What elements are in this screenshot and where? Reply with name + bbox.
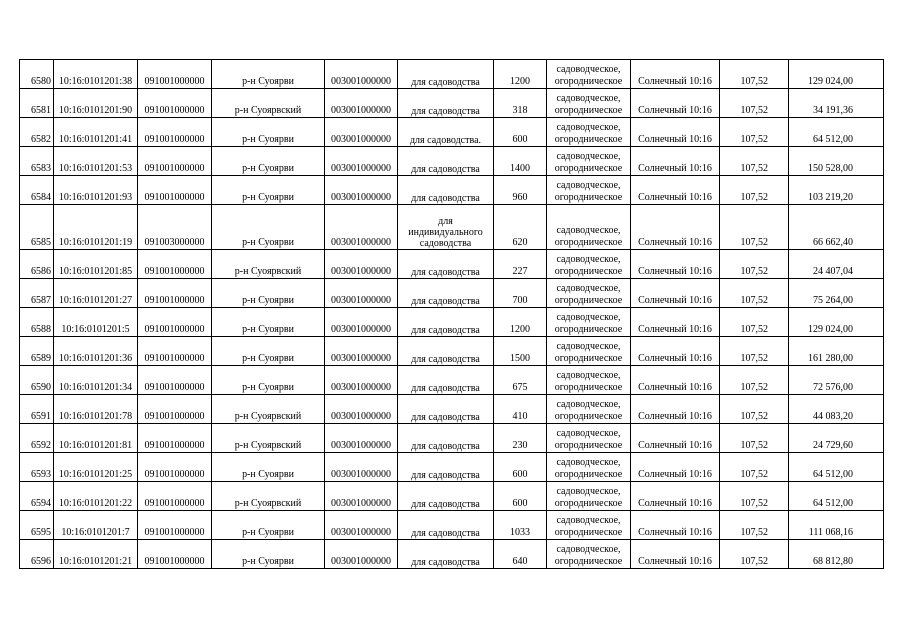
permitted-use-cell xyxy=(398,511,494,540)
land-category-cell xyxy=(547,482,631,511)
table-row xyxy=(20,308,884,337)
land-category-cell xyxy=(547,205,631,250)
cadastral-value-cell: 75 264,00 xyxy=(789,279,884,308)
cadastral-number-cell: 10:16:0101201:21 xyxy=(54,540,138,569)
registry-table-body xyxy=(20,60,884,569)
category-code-cell: 003001000000 xyxy=(325,511,398,540)
specific-value-cell: 107,52 xyxy=(720,395,789,424)
area-cell: 230 xyxy=(494,424,547,453)
location-cell: Солнечный 10:16 xyxy=(631,482,720,511)
location-cell: Солнечный 10:16 xyxy=(631,205,720,250)
cadastral-number-cell: 10:16:0101201:22 xyxy=(54,482,138,511)
table-row xyxy=(20,424,884,453)
specific-value-cell: 107,52 xyxy=(720,366,789,395)
location-cell: Солнечный 10:16 xyxy=(631,279,720,308)
land-category-cell-line: садоводческое, xyxy=(556,457,621,468)
land-category-cell-line: садоводческое, xyxy=(556,283,621,294)
specific-value-cell: 107,52 xyxy=(720,60,789,89)
okato-code-cell: 091001000000 xyxy=(138,118,212,147)
cadastral-number-cell: 10:16:0101201:81 xyxy=(54,424,138,453)
land-category-cell-line: огородническое xyxy=(554,469,623,480)
specific-value-cell: 107,52 xyxy=(720,540,789,569)
cadastral-number-cell: 10:16:0101201:93 xyxy=(54,176,138,205)
permitted-use-cell-line: садоводства xyxy=(419,238,472,249)
location-cell: Солнечный 10:16 xyxy=(631,395,720,424)
area-cell: 1033 xyxy=(494,511,547,540)
permitted-use-cell-line: для садоводства. xyxy=(409,135,482,146)
cadastral-value-cell: 103 219,20 xyxy=(789,176,884,205)
permitted-use-cell xyxy=(398,308,494,337)
land-category-cell-line: огородническое xyxy=(554,440,623,451)
area-cell: 620 xyxy=(494,205,547,250)
table-row xyxy=(20,540,884,569)
district-cell: р-н Суоярви xyxy=(212,205,325,250)
area-cell: 600 xyxy=(494,118,547,147)
land-category-cell-line: садоводческое, xyxy=(556,151,621,162)
cadastral-value-cell: 129 024,00 xyxy=(789,60,884,89)
area-cell: 1500 xyxy=(494,337,547,366)
location-cell: Солнечный 10:16 xyxy=(631,308,720,337)
category-code-cell: 003001000000 xyxy=(325,89,398,118)
permitted-use-cell-line: индивидуального xyxy=(408,227,483,238)
land-category-cell xyxy=(547,337,631,366)
cadastral-value-cell: 129 024,00 xyxy=(789,308,884,337)
row-number-cell: 6588 xyxy=(20,308,54,337)
land-category-cell-line: садоводческое, xyxy=(556,225,621,236)
permitted-use-cell-line: для садоводства xyxy=(411,441,480,452)
cadastral-number-cell: 10:16:0101201:27 xyxy=(54,279,138,308)
location-cell: Солнечный 10:16 xyxy=(631,453,720,482)
okato-code-cell: 091003000000 xyxy=(138,205,212,250)
okato-code-cell: 091001000000 xyxy=(138,250,212,279)
land-category-cell-line: садоводческое, xyxy=(556,312,621,323)
permitted-use-cell-line: для садоводства xyxy=(411,193,480,204)
land-category-cell-line: садоводческое, xyxy=(556,486,621,497)
area-cell: 600 xyxy=(494,482,547,511)
cadastral-number-cell: 10:16:0101201:38 xyxy=(54,60,138,89)
permitted-use-cell xyxy=(398,395,494,424)
land-category-cell xyxy=(547,540,631,569)
district-cell: р-н Суоярви xyxy=(212,511,325,540)
category-code-cell: 003001000000 xyxy=(325,424,398,453)
permitted-use-cell xyxy=(398,60,494,89)
cadastral-number-cell: 10:16:0101201:25 xyxy=(54,453,138,482)
permitted-use-cell-line: для садоводства xyxy=(411,77,480,88)
specific-value-cell: 107,52 xyxy=(720,176,789,205)
permitted-use-cell xyxy=(398,250,494,279)
okato-code-cell: 091001000000 xyxy=(138,540,212,569)
category-code-cell: 003001000000 xyxy=(325,366,398,395)
area-cell: 640 xyxy=(494,540,547,569)
land-category-cell xyxy=(547,424,631,453)
area-cell: 700 xyxy=(494,279,547,308)
table-row xyxy=(20,279,884,308)
land-category-cell-line: огородническое xyxy=(554,527,623,538)
permitted-use-cell-line: для садоводства xyxy=(411,325,480,336)
row-number-cell: 6595 xyxy=(20,511,54,540)
permitted-use-cell-line: для садоводства xyxy=(411,164,480,175)
row-number-cell: 6584 xyxy=(20,176,54,205)
table-row xyxy=(20,176,884,205)
cadastral-value-cell: 64 512,00 xyxy=(789,482,884,511)
specific-value-cell: 107,52 xyxy=(720,308,789,337)
land-category-cell-line: садоводческое, xyxy=(556,93,621,104)
land-category-cell-line: садоводческое, xyxy=(556,370,621,381)
cadastral-value-cell: 68 812,80 xyxy=(789,540,884,569)
land-category-cell xyxy=(547,395,631,424)
permitted-use-cell xyxy=(398,118,494,147)
cadastral-value-cell: 64 512,00 xyxy=(789,453,884,482)
okato-code-cell: 091001000000 xyxy=(138,395,212,424)
specific-value-cell: 107,52 xyxy=(720,337,789,366)
land-category-cell-line: огородническое xyxy=(554,134,623,145)
specific-value-cell: 107,52 xyxy=(720,511,789,540)
cadastral-number-cell: 10:16:0101201:36 xyxy=(54,337,138,366)
land-category-cell xyxy=(547,147,631,176)
specific-value-cell: 107,52 xyxy=(720,453,789,482)
land-category-cell-line: огородническое xyxy=(554,324,623,335)
row-number-cell: 6596 xyxy=(20,540,54,569)
district-cell: р-н Суоярви xyxy=(212,308,325,337)
cadastral-value-cell: 111 068,16 xyxy=(789,511,884,540)
permitted-use-cell xyxy=(398,453,494,482)
land-category-cell-line: огородническое xyxy=(554,382,623,393)
area-cell: 318 xyxy=(494,89,547,118)
permitted-use-cell-line: для садоводства xyxy=(411,557,480,568)
permitted-use-cell xyxy=(398,540,494,569)
permitted-use-cell-line: для садоводства xyxy=(411,412,480,423)
cadastral-value-cell: 24 729,60 xyxy=(789,424,884,453)
okato-code-cell: 091001000000 xyxy=(138,366,212,395)
district-cell: р-н Суоярвский xyxy=(212,89,325,118)
land-category-cell-line: садоводческое, xyxy=(556,254,621,265)
cadastral-number-cell: 10:16:0101201:78 xyxy=(54,395,138,424)
table-row xyxy=(20,366,884,395)
row-number-cell: 6580 xyxy=(20,60,54,89)
cadastral-value-cell: 64 512,00 xyxy=(789,118,884,147)
land-category-cell xyxy=(547,176,631,205)
category-code-cell: 003001000000 xyxy=(325,482,398,511)
okato-code-cell: 091001000000 xyxy=(138,482,212,511)
specific-value-cell: 107,52 xyxy=(720,482,789,511)
district-cell: р-н Суоярви xyxy=(212,118,325,147)
cadastral-value-cell: 34 191,36 xyxy=(789,89,884,118)
okato-code-cell: 091001000000 xyxy=(138,147,212,176)
land-category-cell xyxy=(547,366,631,395)
permitted-use-cell-line: для садоводства xyxy=(411,106,480,117)
category-code-cell: 003001000000 xyxy=(325,453,398,482)
okato-code-cell: 091001000000 xyxy=(138,89,212,118)
area-cell: 410 xyxy=(494,395,547,424)
specific-value-cell: 107,52 xyxy=(720,424,789,453)
row-number-cell: 6589 xyxy=(20,337,54,366)
okato-code-cell: 091001000000 xyxy=(138,279,212,308)
cadastral-number-cell: 10:16:0101201:7 xyxy=(54,511,138,540)
location-cell: Солнечный 10:16 xyxy=(631,60,720,89)
table-row xyxy=(20,395,884,424)
row-number-cell: 6582 xyxy=(20,118,54,147)
table-row xyxy=(20,482,884,511)
cadastral-number-cell: 10:16:0101201:85 xyxy=(54,250,138,279)
land-category-cell-line: садоводческое, xyxy=(556,515,621,526)
permitted-use-cell-line: для садоводства xyxy=(411,499,480,510)
specific-value-cell: 107,52 xyxy=(720,279,789,308)
row-number-cell: 6583 xyxy=(20,147,54,176)
specific-value-cell: 107,52 xyxy=(720,205,789,250)
district-cell: р-н Суоярви xyxy=(212,540,325,569)
area-cell: 1200 xyxy=(494,60,547,89)
cadastral-number-cell: 10:16:0101201:53 xyxy=(54,147,138,176)
permitted-use-cell xyxy=(398,176,494,205)
district-cell: р-н Суоярвский xyxy=(212,395,325,424)
location-cell: Солнечный 10:16 xyxy=(631,366,720,395)
land-category-cell-line: огородническое xyxy=(554,498,623,509)
area-cell: 960 xyxy=(494,176,547,205)
land-category-cell-line: садоводческое, xyxy=(556,399,621,410)
cadastral-value-cell: 161 280,00 xyxy=(789,337,884,366)
permitted-use-cell xyxy=(398,89,494,118)
land-category-cell-line: огородническое xyxy=(554,266,623,277)
location-cell: Солнечный 10:16 xyxy=(631,511,720,540)
permitted-use-cell-line: для садоводства xyxy=(411,528,480,539)
okato-code-cell: 091001000000 xyxy=(138,60,212,89)
permitted-use-cell-line: для садоводства xyxy=(411,383,480,394)
land-plot-registry-table xyxy=(19,59,884,569)
category-code-cell: 003001000000 xyxy=(325,176,398,205)
district-cell: р-н Суоярвский xyxy=(212,424,325,453)
table-row xyxy=(20,147,884,176)
row-number-cell: 6591 xyxy=(20,395,54,424)
category-code-cell: 003001000000 xyxy=(325,205,398,250)
category-code-cell: 003001000000 xyxy=(325,337,398,366)
cadastral-number-cell: 10:16:0101201:41 xyxy=(54,118,138,147)
row-number-cell: 6593 xyxy=(20,453,54,482)
district-cell: р-н Суоярви xyxy=(212,279,325,308)
land-category-cell-line: огородническое xyxy=(554,163,623,174)
row-number-cell: 6586 xyxy=(20,250,54,279)
table-row xyxy=(20,118,884,147)
permitted-use-cell-line: для садоводства xyxy=(411,296,480,307)
district-cell: р-н Суоярви xyxy=(212,453,325,482)
land-category-cell xyxy=(547,511,631,540)
permitted-use-cell xyxy=(398,337,494,366)
permitted-use-cell xyxy=(398,366,494,395)
land-category-cell-line: садоводческое, xyxy=(556,122,621,133)
location-cell: Солнечный 10:16 xyxy=(631,540,720,569)
okato-code-cell: 091001000000 xyxy=(138,308,212,337)
cadastral-number-cell: 10:16:0101201:34 xyxy=(54,366,138,395)
land-category-cell xyxy=(547,308,631,337)
category-code-cell: 003001000000 xyxy=(325,60,398,89)
cadastral-value-cell: 72 576,00 xyxy=(789,366,884,395)
category-code-cell: 003001000000 xyxy=(325,540,398,569)
location-cell: Солнечный 10:16 xyxy=(631,118,720,147)
table-row xyxy=(20,205,884,250)
permitted-use-cell xyxy=(398,424,494,453)
area-cell: 1400 xyxy=(494,147,547,176)
okato-code-cell: 091001000000 xyxy=(138,176,212,205)
district-cell: р-н Суоярвский xyxy=(212,250,325,279)
permitted-use-cell xyxy=(398,482,494,511)
land-category-cell-line: садоводческое, xyxy=(556,180,621,191)
land-category-cell-line: садоводческое, xyxy=(556,428,621,439)
land-category-cell-line: огородническое xyxy=(554,76,623,87)
location-cell: Солнечный 10:16 xyxy=(631,147,720,176)
location-cell: Солнечный 10:16 xyxy=(631,176,720,205)
category-code-cell: 003001000000 xyxy=(325,279,398,308)
land-category-cell xyxy=(547,89,631,118)
permitted-use-cell xyxy=(398,279,494,308)
area-cell: 1200 xyxy=(494,308,547,337)
land-category-cell-line: огородническое xyxy=(554,411,623,422)
specific-value-cell: 107,52 xyxy=(720,147,789,176)
cadastral-value-cell: 150 528,00 xyxy=(789,147,884,176)
district-cell: р-н Суоярви xyxy=(212,147,325,176)
okato-code-cell: 091001000000 xyxy=(138,337,212,366)
permitted-use-cell-line: для садоводства xyxy=(411,267,480,278)
table-row xyxy=(20,511,884,540)
cadastral-number-cell: 10:16:0101201:5 xyxy=(54,308,138,337)
land-category-cell-line: садоводческое, xyxy=(556,544,621,555)
okato-code-cell: 091001000000 xyxy=(138,424,212,453)
district-cell: р-н Суоярви xyxy=(212,60,325,89)
district-cell: р-н Суоярви xyxy=(212,176,325,205)
district-cell: р-н Суоярвский xyxy=(212,482,325,511)
land-category-cell-line: садоводческое, xyxy=(556,341,621,352)
permitted-use-cell xyxy=(398,147,494,176)
table-row xyxy=(20,60,884,89)
land-category-cell-line: садоводческое, xyxy=(556,64,621,75)
specific-value-cell: 107,52 xyxy=(720,250,789,279)
row-number-cell: 6594 xyxy=(20,482,54,511)
cadastral-value-cell: 66 662,40 xyxy=(789,205,884,250)
district-cell: р-н Суоярви xyxy=(212,337,325,366)
category-code-cell: 003001000000 xyxy=(325,308,398,337)
district-cell: р-н Суоярви xyxy=(212,366,325,395)
location-cell: Солнечный 10:16 xyxy=(631,337,720,366)
location-cell: Солнечный 10:16 xyxy=(631,250,720,279)
okato-code-cell: 091001000000 xyxy=(138,511,212,540)
land-category-cell xyxy=(547,453,631,482)
land-category-cell xyxy=(547,250,631,279)
land-category-cell-line: огородническое xyxy=(554,295,623,306)
row-number-cell: 6592 xyxy=(20,424,54,453)
row-number-cell: 6581 xyxy=(20,89,54,118)
area-cell: 675 xyxy=(494,366,547,395)
table-row xyxy=(20,89,884,118)
land-category-cell-line: огородническое xyxy=(554,237,623,248)
land-category-cell xyxy=(547,279,631,308)
specific-value-cell: 107,52 xyxy=(720,118,789,147)
table-row xyxy=(20,337,884,366)
area-cell: 227 xyxy=(494,250,547,279)
row-number-cell: 6585 xyxy=(20,205,54,250)
cadastral-value-cell: 24 407,04 xyxy=(789,250,884,279)
table-row xyxy=(20,453,884,482)
table-row xyxy=(20,250,884,279)
row-number-cell: 6590 xyxy=(20,366,54,395)
land-category-cell xyxy=(547,60,631,89)
category-code-cell: 003001000000 xyxy=(325,395,398,424)
row-number-cell: 6587 xyxy=(20,279,54,308)
cadastral-number-cell: 10:16:0101201:90 xyxy=(54,89,138,118)
cadastral-value-cell: 44 083,20 xyxy=(789,395,884,424)
land-category-cell-line: огородническое xyxy=(554,353,623,364)
location-cell: Солнечный 10:16 xyxy=(631,424,720,453)
land-category-cell-line: огородническое xyxy=(554,192,623,203)
permitted-use-cell-line: для садоводства xyxy=(411,354,480,365)
land-category-cell xyxy=(547,118,631,147)
land-category-cell-line: огородническое xyxy=(554,105,623,116)
land-category-cell-line: огородническое xyxy=(554,556,623,567)
area-cell: 600 xyxy=(494,453,547,482)
permitted-use-cell-line: для xyxy=(438,216,453,227)
category-code-cell: 003001000000 xyxy=(325,147,398,176)
specific-value-cell: 107,52 xyxy=(720,89,789,118)
category-code-cell: 003001000000 xyxy=(325,118,398,147)
location-cell: Солнечный 10:16 xyxy=(631,89,720,118)
permitted-use-cell-line: для садоводства xyxy=(411,470,480,481)
okato-code-cell: 091001000000 xyxy=(138,453,212,482)
category-code-cell: 003001000000 xyxy=(325,250,398,279)
cadastral-number-cell: 10:16:0101201:19 xyxy=(54,205,138,250)
permitted-use-cell xyxy=(398,205,494,250)
